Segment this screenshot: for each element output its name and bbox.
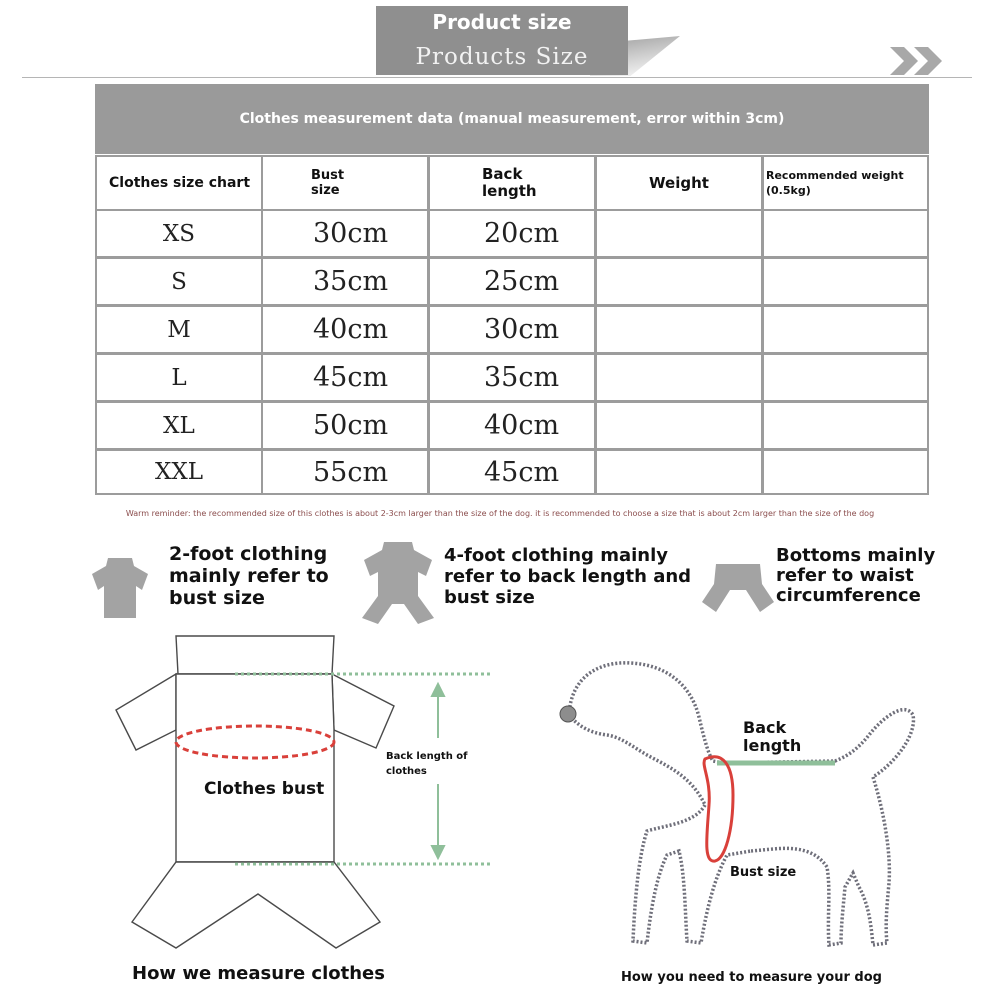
recommended-cell bbox=[764, 451, 927, 493]
back-cell: 40cm bbox=[430, 403, 594, 448]
col-header-back bbox=[430, 157, 594, 209]
size-cell: M bbox=[97, 307, 261, 352]
category-line: circumference bbox=[776, 585, 921, 606]
back-length-line2: clothes bbox=[386, 766, 427, 777]
dog-diagram bbox=[555, 655, 920, 955]
double-chevron-right-icon bbox=[888, 45, 950, 77]
category-line: mainly refer to bbox=[169, 565, 329, 587]
dog-back-length-label bbox=[743, 719, 801, 755]
dog-outline bbox=[569, 663, 913, 945]
col-header-back-line2: length bbox=[482, 182, 537, 200]
weight-cell bbox=[597, 355, 761, 400]
category-line: 4-foot clothing mainly bbox=[444, 545, 668, 566]
header-divider bbox=[22, 77, 972, 78]
category-bottoms bbox=[776, 546, 935, 606]
recommended-cell bbox=[764, 355, 927, 400]
back-length-line1: Back length of bbox=[386, 751, 468, 762]
warm-reminder: Warm reminder: the recommended size of this clothes is about 2-3cm larger than the size of the dog. it is recommended to choose a size that is about 2cm larger than the size of the dog bbox=[125, 509, 875, 518]
back-cell: 20cm bbox=[430, 211, 594, 256]
back-cell: 45cm bbox=[430, 451, 594, 493]
category-line: bust size bbox=[169, 587, 265, 609]
bust-cell: 30cm bbox=[263, 211, 427, 256]
col-header-bust-line1: Bust bbox=[311, 168, 345, 183]
category-line: bust size bbox=[444, 587, 535, 608]
recommended-cell bbox=[764, 307, 927, 352]
category-line: 2-foot clothing bbox=[169, 543, 328, 565]
weight-cell bbox=[597, 403, 761, 448]
category-line: refer to back length and bbox=[444, 566, 692, 587]
col-header-bust-line2: size bbox=[311, 183, 340, 198]
weight-cell bbox=[597, 211, 761, 256]
col-header-rec-line2: (0.5kg) bbox=[766, 184, 811, 197]
bust-cell: 45cm bbox=[263, 355, 427, 400]
clothes-bust-label: Clothes bust bbox=[204, 779, 325, 799]
weight-cell bbox=[597, 259, 761, 304]
size-cell: XXL bbox=[97, 451, 261, 493]
bust-cell: 50cm bbox=[263, 403, 427, 448]
category-line: refer to waist bbox=[776, 565, 914, 586]
weight-cell bbox=[597, 307, 761, 352]
table-caption: Clothes measurement data (manual measurement, error within 3cm) bbox=[95, 84, 929, 154]
col-header-weight: Weight bbox=[597, 157, 761, 209]
recommended-cell bbox=[764, 403, 927, 448]
col-header-back-line1: Back bbox=[482, 165, 523, 183]
bust-cell: 40cm bbox=[263, 307, 427, 352]
back-cell: 35cm bbox=[430, 355, 594, 400]
size-cell: L bbox=[97, 355, 261, 400]
bust-cell: 35cm bbox=[263, 259, 427, 304]
recommended-cell bbox=[764, 259, 927, 304]
col-header-size: Clothes size chart bbox=[97, 157, 261, 209]
category-line: Bottoms mainly bbox=[776, 545, 936, 566]
size-cell: XS bbox=[97, 211, 261, 256]
page-title: Product size bbox=[432, 10, 572, 34]
size-table bbox=[95, 155, 929, 495]
back-cell: 25cm bbox=[430, 259, 594, 304]
page-subtitle: Products Size bbox=[415, 44, 589, 70]
dog-back-length-line2: length bbox=[743, 736, 802, 755]
back-cell: 30cm bbox=[430, 307, 594, 352]
col-header-recommended bbox=[764, 157, 927, 209]
bust-cell: 55cm bbox=[263, 451, 427, 493]
col-header-rec-line1: Recommended weight bbox=[766, 169, 904, 182]
size-cell: S bbox=[97, 259, 261, 304]
bottoms-icon bbox=[700, 562, 776, 614]
weight-cell bbox=[597, 451, 761, 493]
category-four-foot bbox=[444, 545, 691, 608]
category-two-foot bbox=[169, 543, 329, 609]
col-header-bust bbox=[263, 157, 427, 209]
bust-size-measure-loop bbox=[704, 757, 733, 861]
dog-back-length-line1: Back bbox=[743, 718, 787, 737]
recommended-cell bbox=[764, 211, 927, 256]
size-cell: XL bbox=[97, 403, 261, 448]
back-length-label bbox=[386, 749, 468, 779]
two-foot-shirt-icon bbox=[90, 556, 150, 620]
dog-bust-size-label: Bust size bbox=[730, 865, 797, 880]
dog-caption: How you need to measure your dog bbox=[621, 970, 882, 985]
dog-nose bbox=[560, 706, 576, 722]
clothes-caption: How we measure clothes bbox=[132, 963, 385, 984]
four-foot-suit-icon bbox=[360, 540, 436, 624]
